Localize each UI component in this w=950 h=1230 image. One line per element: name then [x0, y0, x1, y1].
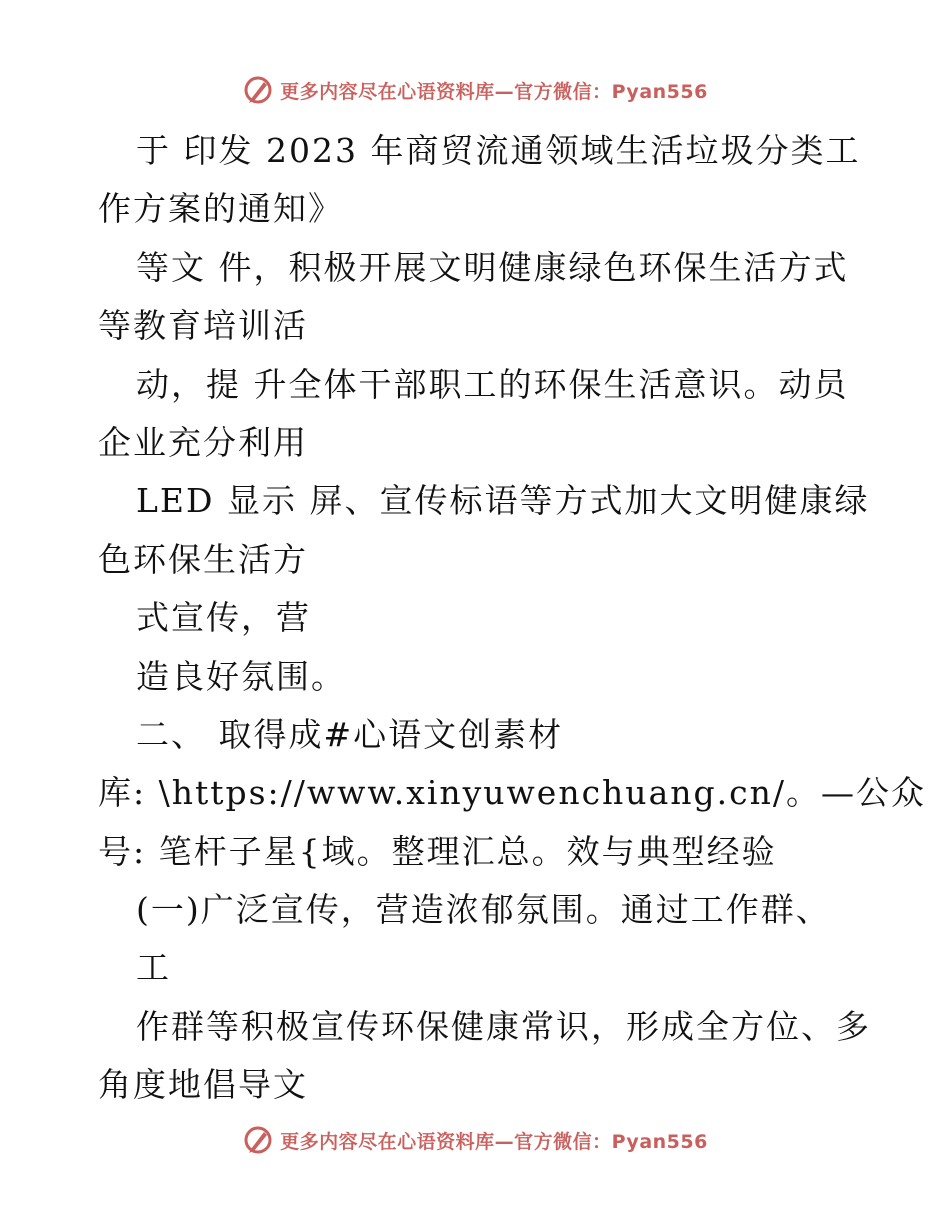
body-line: 角度地倡导文 [98, 1065, 308, 1105]
body-line: 等教育培训活 [98, 306, 308, 346]
body-line: 造良好氛围。 [136, 656, 346, 696]
body-line: 式宣传，营 [136, 598, 311, 638]
footer-watermark-banner [0, 1120, 950, 1160]
body-line: 动，提 升全体干部职工的环保生活意识。动员 [136, 364, 849, 404]
document-body [98, 122, 926, 1115]
body-line: LED 显示 屏、宣传标语等方式加大文明健康绿 [136, 481, 870, 521]
pen-logo-icon [242, 1124, 274, 1156]
body-line: 作方案的通知》 [98, 189, 343, 229]
body-line: 工 [136, 948, 171, 988]
body-line: 作群等积极宣传环保健康常识，形成全方位、多 [136, 1006, 871, 1046]
subsection-heading: (一)广泛宣传，营造浓郁氛围。通过工作群、 [136, 890, 831, 930]
footer-watermark-text: 更多内容尽在心语资料库—官方微信：Pyan556 [280, 1130, 708, 1153]
body-line: 色环保生活方 [98, 539, 308, 579]
body-line: 于 印发 2023 年商贸流通领域生活垃圾分类工 [136, 131, 861, 170]
header-watermark-banner [0, 70, 950, 110]
body-line: 库: \https://www.xinyuwenchuang.cn/。—公众 [98, 773, 926, 813]
body-line: 号: 笔杆子星{域。整理汇总。效与典型经验 [98, 831, 777, 871]
header-watermark-text: 更多内容尽在心语资料库—官方微信：Pyan556 [280, 80, 708, 103]
pen-logo-icon [242, 74, 274, 106]
body-line: 等文 件，积极开展文明健康绿色环保生活方式 [136, 247, 849, 287]
section-heading: 二、 取得成#心语文创素材 [136, 714, 564, 754]
body-line: 企业充分利用 [98, 422, 308, 462]
